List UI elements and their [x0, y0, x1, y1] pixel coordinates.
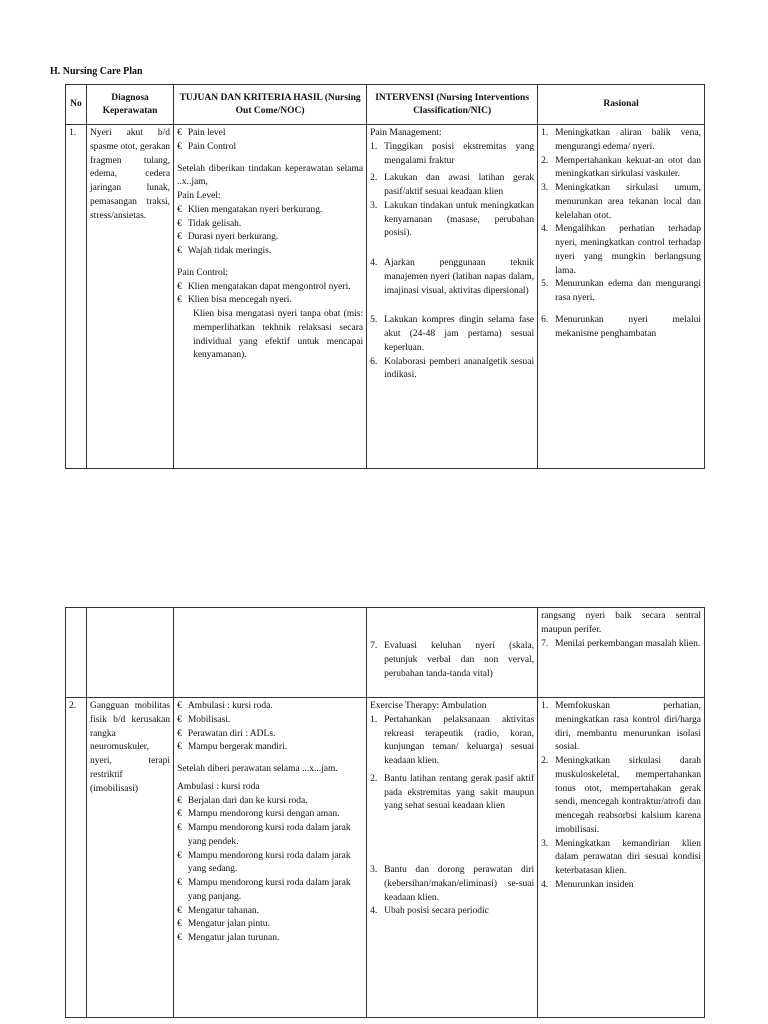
- diagnosa-cell: Nyeri akut b/d spasme otot, gerakan fragmen tulang, edema, cedera jaringan lunak, pemasangan traksi, stress/ansietas.: [86, 125, 173, 469]
- header-rasional: Rasional: [538, 85, 705, 125]
- section-heading: H. Nursing Care Plan: [50, 66, 143, 77]
- rasional-cell: 1. Memfokuskan perhatian, meningkatkan rasa kontrol diri/harga diri, membantu menurunkan isolasi sosial. 2. Meningkatkan sirkulasi darah muskuloskeletal, mempertahankan tonus otot, mempertahakan gerak sendi, mencegah kontraktur/atrofi dan mencegah reabsorbsi kalsium karena imobilisasi. 3. Meningkatkan kemandirian klien dalam perawatan diri sesuai kondisi keterbatasan klien. 4. Menurunkan insiden: [538, 698, 705, 1018]
- table-row: [66, 125, 705, 469]
- table-row: [66, 608, 705, 698]
- intervensi-cell: Pain Management: 1. Tinggikan posisi ekstremitas yang mengalami fraktur 2. Lakukan dan awasi latihan gerak pasif/aktif sesuai keadaan klien 3. Lakukan tindakan untuk meningkatkan kenyamanan (masase, perubahan posisi). 4. Ajarkan penggunaan teknik manajemen nyeri (latihan napas dalam, imajinasi visual, aktivitas dipersional) 5. Lakukan kompres dingin selama fase akut (24-48 jam pertama) sesuai keperluan. 6. Kolaborasi pemberi ananalgetik sesuai indikasi.: [367, 125, 538, 469]
- care-plan-table: [65, 84, 705, 469]
- rasional-cell: rangsang nyeri baik secara sentral maupun perifer. 7. Menilai perkembangan masalah klien.: [538, 608, 705, 698]
- row-number: 1.: [66, 125, 87, 469]
- header-diagnosa: Diagnosa Keperawatan: [86, 85, 173, 125]
- header-no: No: [66, 85, 87, 125]
- tujuan-cell: € Ambulasi : kursi roda. € Mobilisasi. € Perawatan diri : ADLs. € Mampu bergerak mandiri. Setelah diberi perawatan selama ...x...jam. Ambulasi : kursi roda € Berjalan dari dan ke kursi roda. € Mampu mendorong kursi dengan aman. € Mampu mendorong kursi roda dalam jarak yang pendek. € Mampu mendorong kursi roda dalam jarak yang sedang. € Mampu mendorong kursi roda dalam jarak yang panjang. € Mengatur tahanan. € Mengatur jalan pintu. € Mengatur jalan turunan.: [174, 698, 367, 1018]
- intervensi-cell: 7. Evaluasi keluhan nyeri (skala, petunjuk verbal dan non verval, perubahan tanda-tanda vital): [367, 608, 538, 698]
- care-plan-table-continued: [65, 607, 705, 1018]
- header-intervensi: INTERVENSI (Nursing Interventions Classification/NIC): [367, 85, 538, 125]
- intervensi-cell: Exercise Therapy: Ambulation 1. Pertahankan pelaksanaan aktivitas rekreasi terapeutik (radio, koran, kunjungan teman/ keluarga) sesuai keadaan klien. 2. Bantu latihan rentang gerak pasif aktif pada ekstremitas yang sakit maupun yang sehat sesuai keadaan klien 3. Bantu dan dorong perawatan diri (kebersihan/makan/eliminasi) se-suai keadaan klien. 4. Ubah posisi secara periodic: [367, 698, 538, 1018]
- header-tujuan: TUJUAN DAN KRITERIA HASIL (Nursing Out Come/NOC): [174, 85, 367, 125]
- diagnosa-cell: Gangguan mobilitas fisik b/d kerusakan rangka neuromuskuler, nyeri, terapi restriktif (imobilisasi): [86, 698, 173, 1018]
- row-number: 2.: [66, 698, 87, 1018]
- table-row: [66, 698, 705, 1018]
- tujuan-cell: € Pain level € Pain Control Setelah diberikan tindakan keperawatan selama ..x..jam, Pain Level: € Klien mengatakan nyeri berkurang. € Tidak gelisah. € Durasi nyeri berkurang. € Wajah tidak meringis. Pain Control: € Klien mengatakan dapat mengontrol nyeri. € Klien bisa mencegah nyeri. Klien bisa mengatasi nyeri tanpa obat (mis: memperlihatkan tekhnik relaksasi secara individual yang efektif untuk mencapai kenyamanan).: [174, 125, 367, 469]
- rasional-cell: 1. Meningkatkan aliran balik vena, mengurangi edema/ nyeri. 2. Mempertahankan kekuat-an otot dan meningkatkan sirkulasi vaskuler. 3. Meningkatkan sirkulasi umum, menurunkan area tekanan local dan kelelahan otot. 4. Mengalihkan perhatian terhadap nyeri, meningkatkan control terhadap nyeri yang mungkin berlangsung lama. 5. Menurunkan edema dan mengurangi rasa nyeri. 6. Menurunkan nyeri melalui mekanisme penghambatan: [538, 125, 705, 469]
